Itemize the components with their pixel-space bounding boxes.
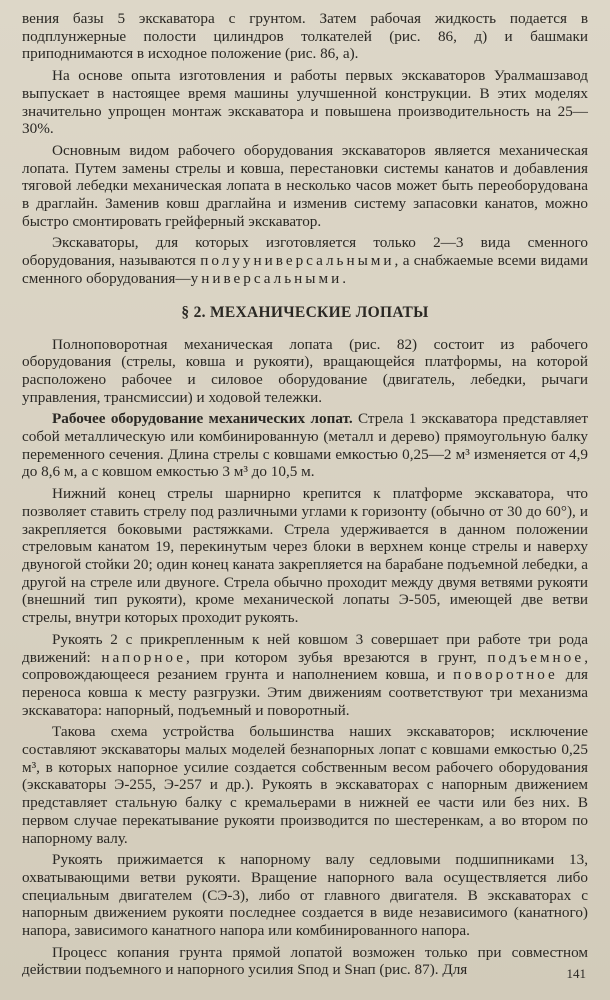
paragraph-bearings: Рукоять прижимается к напорному валу седловыми подшипниками 13, охватывающими ветви рукояти. Вращение напорного вала осуществляется либо специальным двигателем (СЭ-3), либо от главного двигателя. В экскаваторах с напорным движением рукояти последнее создается в виде независимого (канатного) напора, зависимого канатного напора или комбинированного напора. (22, 851, 588, 940)
text-fragment: . (342, 269, 347, 287)
paragraph-lead: Рабочее оборудование механических лопат. (52, 410, 353, 428)
spaced-term: подъемное (487, 648, 585, 666)
page-number: 141 (566, 966, 586, 981)
paragraph-universal (22, 234, 588, 287)
text-fragment: Рукоять 2 с прикрепленным к ней ковшом 3 совершает при работе три рода движений: (22, 630, 588, 666)
section-title: § 2. МЕХАНИЧЕСКИЕ ЛОПАТЫ (181, 303, 429, 321)
text-fragment: , сопровождающееся резанием грунта и наполнением ковша, и (22, 648, 588, 684)
paragraph-boom: Нижний конец стрелы шарнирно крепится к платформе экскаватора, что позволяет ставить стрелу под различными углами к горизонту (обычно от 30 до 60°), и закрепляется боковыми растяжками. Стрела удерживается в данном положении стреловым канатом 19, перекинутым через блоки в верхнем конце стрелы и наверху двуногой стойки 20; один конец каната закрепляется на барабане подъемной лебедки, а другой на стреле или двуноге. Стрела обычно проходит между двумя ветвями рукояти (внешний тип рукояти), кроме механической лопаты Э-505, имеющей две ветви стрелы, внутри которых проходит рукоять. (22, 485, 588, 627)
text-fragment: Экскаваторы, для которых изготовляется только 2—3 вида сменного оборудования, называются (22, 234, 588, 270)
text-fragment: , при котором зубья врезаются в грунт, (185, 648, 488, 666)
paragraph-scheme: Такова схема устройства большинства наших экскаваторов; исключение составляют экскаваторы малых моделей безнапорных лопат с ковшами емкостью 0,25 м³, в которых напорное усилие создается собственным весом рабочего оборудования (экскаваторы Э-255, Э-257 и др.). Рукоять в экскаваторах с напорным движением представляет стальную балку с кремальерами в нижней ее части или без них. В первом случае перекатывание рукояти производится по шестеренкам, а во втором по напорному валу. (22, 723, 588, 847)
spaced-term: полууниверсальными (200, 252, 395, 270)
paragraph-digging: Процесс копания грунта прямой лопатой возможен только при совместном действии подъемного и напорного усилия Sпод и Sнап (рис. 87). Для (22, 943, 588, 979)
paragraph-working-equipment (22, 410, 588, 481)
spaced-term: напорное (101, 648, 186, 666)
paragraph-shovel-intro: Полноповоротная механическая лопата (рис. 82) состоит из рабочего оборудования (стрелы, ковша и рукояти), вращающейся платформы, на которой расположено рабочее и силовое оборудование (двигатель, лебедки, рычаги управления, трансмиссии) и ходовой тележки. (22, 335, 588, 406)
paragraph-continuation: вения базы 5 экскаватора с грунтом. Затем рабочая жидкость подается в подплунжерные полости цилиндров толкателей (рис. 86, д) и башмаки приподнимаются в исходное положение (рис. 86, а). (22, 10, 588, 63)
text-fragment: для переноса ковша к месту разгрузки. Этим движениям соответствуют три механизма экскаватора: напорный, подъемный и поворотный. (22, 666, 588, 719)
spaced-term: поворотное (453, 666, 558, 684)
text-fragment: , а снабжаемые всеми видами сменного оборудования— (22, 252, 588, 287)
spaced-term: универсальными (190, 269, 343, 287)
paragraph-equipment: Основным видом рабочего оборудования экскаваторов является механическая лопата. Путем замены стрелы и ковша, перестановки системы канатов и добавления тяговой лебедки механическая лопата в несколько часов может быть переоборудована в драглайн. Заменив ковш драглайна и изменив систему запасовки канатов, можно быстро смонтировать грейферный экскаватор. (22, 141, 588, 230)
paragraph-uralmash: На основе опыта изготовления и работы первых экскаваторов Уралмашзавод выпускает в настоящее время машины улучшенной конструкции. В этих моделях значительно упрощен монтаж экскаватора и повышена производительность на 25—30%. (22, 67, 588, 138)
text-fragment: Стрела 1 экскаватора представляет собой металлическую или комбинированную (металл и дерево) прямоугольную балку переменного сечения. Длина стрелы с ковшами емкостью 0,25—2 м³ изменяется от 4,9 до 8,6 м, а с ковшом емкостью 3 м³ до 10,5 м. (22, 410, 588, 481)
paragraph-handle (22, 631, 588, 720)
